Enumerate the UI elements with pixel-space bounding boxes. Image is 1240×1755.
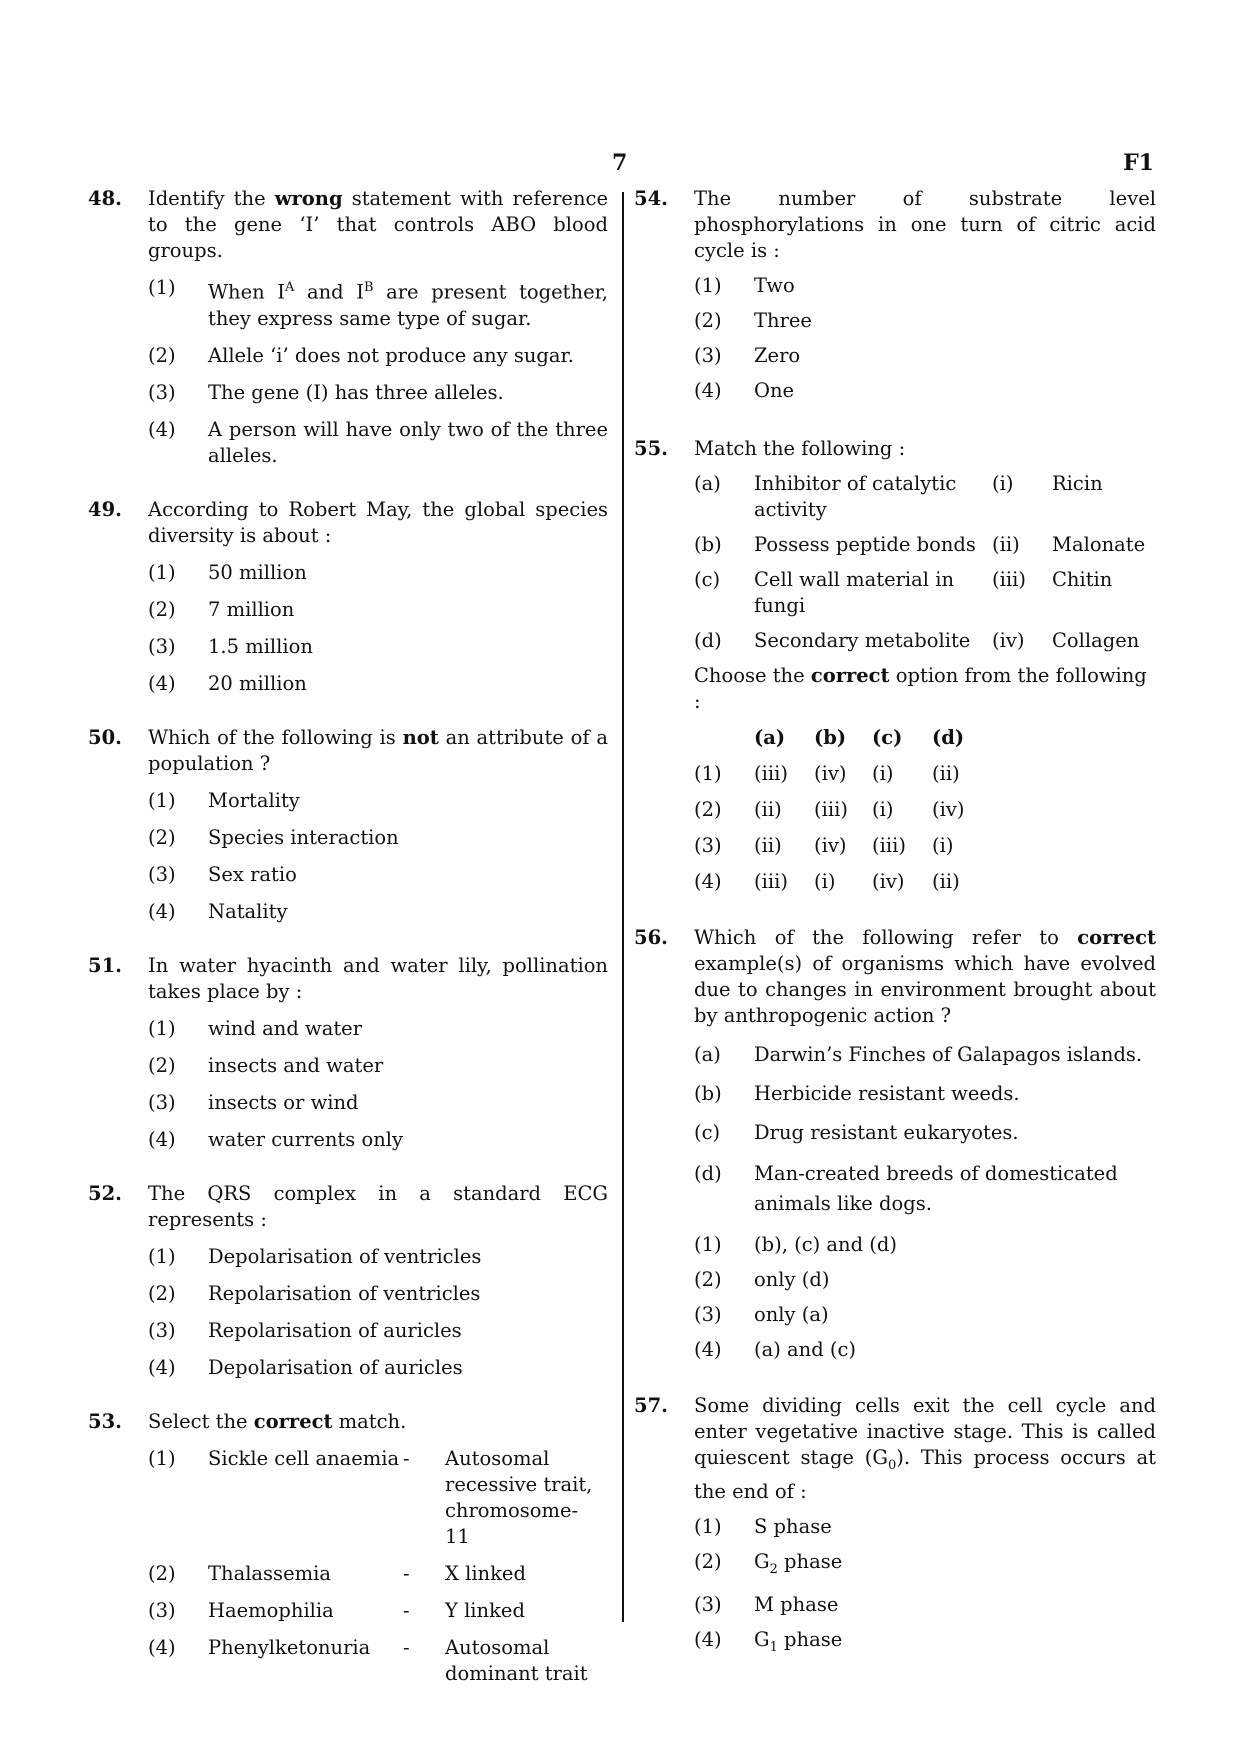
option-2[interactable]: (2) (ii) (iii) (i) (iv) (694, 798, 965, 821)
option-2[interactable]: (2) Species interaction (148, 825, 399, 849)
question-stem: Match the following : (694, 437, 906, 460)
option-4[interactable]: (4) (a) and (c) (694, 1338, 857, 1361)
option-4[interactable]: (4) Phenylketonuria - Autosomal dominant trait (148, 1635, 588, 1685)
question-number: 50. (88, 725, 122, 749)
option-3[interactable]: (3) only (a) (694, 1303, 829, 1326)
choose-instruction: Choose the correct option from the following : (694, 664, 1147, 713)
option-1[interactable]: (1) When $I^A$ and $I^B$ are present together, they express same type of sugar. (148, 276, 608, 330)
page-number: 7 (612, 150, 628, 176)
question-number: 57. (634, 1394, 668, 1417)
question-number: 48. (88, 187, 122, 210)
option-1[interactable]: (1) S phase (694, 1514, 832, 1538)
question-stem: Select the correct match. (148, 1409, 407, 1433)
right-column (634, 186, 1156, 1670)
match-row: (c) Cell wall material in fungi (iii) Chitin (694, 568, 1113, 617)
question-stem: The number of substrate level phosphorylations in one turn of citric acid cycle is : (694, 187, 1156, 262)
option-1[interactable]: (1) 50 million (148, 560, 307, 584)
question-number: 54. (634, 187, 668, 210)
option-3[interactable]: (3) Zero (694, 344, 801, 367)
option-1[interactable]: (1) (b), (c) and (d) (694, 1233, 897, 1256)
question-57 (634, 1393, 1156, 1661)
question-53 (88, 1409, 608, 1435)
question-49 (88, 497, 608, 697)
option-3[interactable]: (3) insects or wind (148, 1090, 359, 1114)
option-2[interactable]: (2) 7 million (148, 597, 295, 621)
question-48 (88, 186, 608, 469)
question-stem: Some dividing cells exit the cell cycle and enter vegetative inactive stage. This is called quiescent stage $(G_0)$. This process occurs at the end of : (694, 1394, 1156, 1503)
option-2[interactable]: (2) Allele ‘i’ does not produce any sugar. (148, 343, 574, 367)
statement-item: (a) Darwin’s Finches of Galapagos islands. (694, 1043, 1143, 1066)
option-2[interactable]: (2) only (d) (694, 1268, 830, 1291)
option-1[interactable]: (1) Depolarisation of ventricles (148, 1244, 482, 1268)
option-2[interactable]: (2) Thalassemia - X linked (148, 1561, 526, 1585)
question-stem: The QRS complex in a standard ECG represents : (148, 1181, 608, 1231)
option-1[interactable]: (1) Sickle cell anaemia - Autosomal recessive trait, chromosome-11 (148, 1446, 593, 1548)
option-4[interactable]: (4) (iii) (i) (iv) (ii) (694, 870, 960, 893)
match-row: (d) Secondary metabolite (iv) Collagen (694, 629, 1140, 652)
question-number: 49. (88, 497, 122, 521)
question-56 (634, 925, 1156, 1363)
question-50 (88, 725, 608, 925)
option-1[interactable]: (1) Two (694, 274, 795, 297)
option-2[interactable]: (2) insects and water (148, 1053, 384, 1077)
option-3[interactable]: (3) The gene (I) has three alleles. (148, 380, 504, 404)
question-stem: According to Robert May, the global species diversity is about : (148, 497, 608, 547)
question-53-options (88, 1446, 608, 1687)
option-1[interactable]: (1) (iii) (iv) (i) (ii) (694, 762, 960, 785)
question-stem: Which of the following is not an attribute of a population ? (148, 725, 608, 775)
match-table (694, 471, 1156, 654)
option-4[interactable]: (4) water currents only (148, 1127, 404, 1151)
option-2[interactable]: (2) $G_2$ phase (694, 1549, 843, 1577)
statement-item: (c) Drug resistant eukaryotes. (694, 1121, 1019, 1144)
statement-item: (d) Man-created breeds of domesticated animals like dogs. (694, 1162, 1118, 1215)
option-3[interactable]: (3) 1.5 million (148, 634, 313, 658)
option-4[interactable]: (4) Natality (148, 899, 288, 923)
question-number: 56. (634, 926, 668, 949)
question-55 (634, 436, 1156, 895)
column-divider (622, 192, 624, 1622)
option-1[interactable]: (1) wind and water (148, 1016, 363, 1040)
question-number: 55. (634, 437, 668, 460)
question-stem: Identify the wrong statement with reference to the gene ‘I’ that controls ABO blood groups. (148, 187, 608, 262)
option-3[interactable]: (3) Sex ratio (148, 862, 297, 886)
match-row: (b) Possess peptide bonds (ii) Malonate (694, 533, 1146, 556)
option-2[interactable]: (2) Repolarisation of ventricles (148, 1281, 481, 1305)
left-column (88, 186, 608, 1698)
question-number: 52. (88, 1181, 122, 1205)
option-4[interactable]: (4) A person will have only two of the three alleles. (148, 417, 608, 467)
statement-item: (b) Herbicide resistant weeds. (694, 1082, 1020, 1105)
question-number: 53. (88, 1409, 122, 1433)
option-4[interactable]: (4) 20 million (148, 671, 307, 695)
question-54 (634, 186, 1156, 404)
option-4[interactable]: (4) $G_1$ phase (694, 1627, 843, 1655)
question-number: 51. (88, 953, 122, 977)
option-1[interactable]: (1) Mortality (148, 788, 300, 812)
option-3[interactable]: (3) (ii) (iv) (iii) (i) (694, 834, 954, 857)
option-3[interactable]: (3) M phase (694, 1592, 839, 1616)
answer-key-header: (a) (b) (c) (d) (754, 726, 965, 749)
statement-list (694, 1042, 1156, 1219)
option-3[interactable]: (3) Haemophilia - Y linked (148, 1598, 525, 1622)
option-4[interactable]: (4) Depolarisation of auricles (148, 1355, 463, 1379)
question-51 (88, 953, 608, 1153)
option-2[interactable]: (2) Three (694, 309, 812, 332)
question-stem: Which of the following refer to correct example(s) of organisms which have evolved due to changes in environment brought about by anthropogenic action ? (694, 926, 1156, 1027)
option-4[interactable]: (4) One (694, 379, 795, 402)
option-3[interactable]: (3) Repolarisation of auricles (148, 1318, 462, 1342)
set-code: F1 (1123, 150, 1154, 176)
match-row: (a) Inhibitor of catalytic activity (i) Ricin (694, 472, 1103, 521)
question-52 (88, 1181, 608, 1381)
question-stem: In water hyacinth and water lily, pollination takes place by : (148, 953, 608, 1003)
